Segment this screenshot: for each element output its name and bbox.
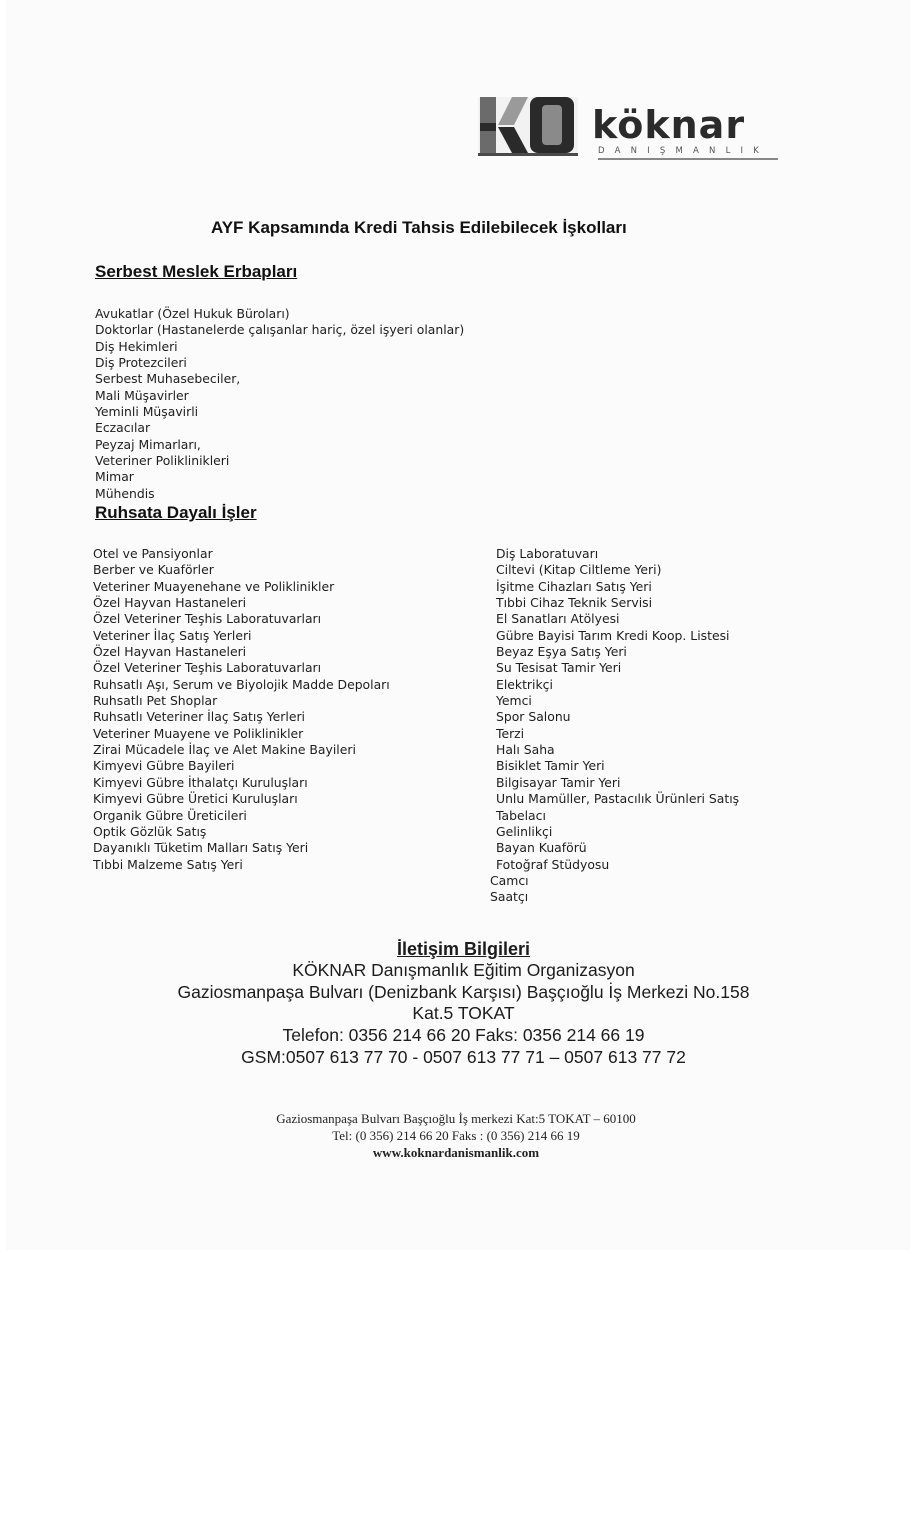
ruhsata-dayali-left-list <box>93 546 390 873</box>
list-item: Özel Hayvan Hastaneleri <box>93 595 247 611</box>
letterhead-footer <box>156 1110 756 1161</box>
list-item: Gübre Bayisi Tarım Kredi Koop. Listesi <box>496 627 730 643</box>
list-item: Halı Saha <box>496 742 555 758</box>
list-item: Bisiklet Tamir Yeri <box>496 758 605 774</box>
list-item: Serbest Muhasebeciler, <box>95 371 241 387</box>
list-item: Optik Gözlük Satış <box>93 823 207 839</box>
ruhsata-dayali-right-list <box>496 546 739 873</box>
list-item: Veteriner Poliklinikleri <box>95 453 230 469</box>
logo-underline <box>598 158 778 160</box>
list-item: Mimar <box>95 469 134 485</box>
contact-line: GSM:0507 613 77 70 - 0507 613 77 71 – 0507 613 77 72 <box>241 1046 686 1067</box>
contact-line: Kat.5 TOKAT <box>412 1003 515 1024</box>
footer-website-link[interactable]: www.koknardanismanlik.com <box>372 1145 540 1160</box>
list-item: Dayanıklı Tüketim Malları Satış Yeri <box>93 840 309 856</box>
contact-line: Gaziosmanpaşa Bulvarı (Denizbank Karşısı) Başçıoğlu İş Merkezi No.158 <box>177 981 750 1002</box>
list-item: Ruhsatlı Pet Shoplar <box>93 693 218 709</box>
contact-block <box>106 938 821 1069</box>
list-item: Berber ve Kuaförler <box>93 562 214 578</box>
list-item: Veteriner Muayene ve Poliklinikler <box>93 725 304 741</box>
serbest-meslek-list <box>95 306 464 502</box>
section-heading-serbest-meslek: Serbest Meslek Erbapları <box>95 262 298 281</box>
list-item: Ruhsatlı Aşı, Serum ve Biyolojik Madde Depoları <box>93 676 390 692</box>
list-item: Eczacılar <box>95 420 151 436</box>
list-item: Gelinlikçi <box>496 823 553 839</box>
koknar-logo-mark <box>478 95 578 157</box>
koknar-logo <box>478 95 788 165</box>
list-item: Diş Laboratuvarı <box>496 546 599 561</box>
list-item: Kimyevi Gübre Üretici Kuruluşları <box>93 791 298 807</box>
list-item: Yeminli Müşavirli <box>95 404 199 420</box>
list-item: Özel Hayvan Hastaneleri <box>93 644 247 660</box>
list-item: Fotoğraf Stüdyosu <box>496 856 610 872</box>
list-item: Spor Salonu <box>496 709 571 725</box>
document-page <box>6 0 910 1250</box>
list-item: Doktorlar (Hastanelerde çalışanlar hariç, özel işyeri olanlar) <box>95 322 465 338</box>
list-item: Su Tesisat Tamir Yeri <box>496 660 622 676</box>
list-item: Özel Veteriner Teşhis Laboratuvarları <box>93 660 322 676</box>
footer-address: Gaziosmanpaşa Bulvarı Başçıoğlu İş merkezi Kat:5 TOKAT – 60100 <box>276 1111 636 1126</box>
list-item: Mühendis <box>95 485 155 501</box>
list-item: Yemci <box>496 693 532 709</box>
list-item: Organik Gübre Üreticileri <box>93 807 247 823</box>
list-item: Unlu Mamüller, Pastacılık Ürünleri Satış <box>496 791 740 807</box>
document-title: AYF Kapsamında Kredi Tahsis Edilebilecek İşkolları <box>211 218 627 237</box>
list-item: Ciltevi (Kitap Ciltleme Yeri) <box>496 562 662 578</box>
contact-line: KÖKNAR Danışmanlık Eğitim Organizasyon <box>292 960 635 980</box>
list-item: Avukatlar (Özel Hukuk Büroları) <box>95 306 290 321</box>
list-item: Özel Veteriner Teşhis Laboratuvarları <box>93 611 322 627</box>
list-item: Tıbbi Cihaz Teknik Servisi <box>496 595 653 611</box>
list-item: Veteriner Muayenehane ve Poliklinikler <box>93 578 335 594</box>
list-item: Saatçı <box>490 889 529 905</box>
list-item: El Sanatları Atölyesi <box>496 611 620 627</box>
list-item: Elektrikçi <box>496 676 553 692</box>
list-item: Tabelacı <box>496 807 546 823</box>
logo-subtitle: DANIŞMANLIK <box>598 146 769 156</box>
list-item: Terzi <box>496 725 525 741</box>
list-item: Ruhsatlı Veteriner İlaç Satış Yerleri <box>93 709 305 725</box>
list-item: Zirai Mücadele İlaç ve Alet Makine Bayileri <box>93 742 356 758</box>
list-item: Kimyevi Gübre İthalatçı Kuruluşları <box>93 774 308 790</box>
list-item: Otel ve Pansiyonlar <box>93 546 213 561</box>
ruhsata-dayali-extra-list <box>490 873 529 906</box>
list-item: Bayan Kuaförü <box>496 840 587 856</box>
list-item: Camcı <box>490 873 529 888</box>
list-item: Mali Müşavirler <box>95 387 189 403</box>
list-item: Diş Protezcileri <box>95 355 187 371</box>
logo-wordmark: köknar <box>592 103 746 147</box>
list-item: Peyzaj Mimarları, <box>95 436 201 452</box>
list-item: Beyaz Eşya Satış Yeri <box>496 644 627 660</box>
list-item: Tıbbi Malzeme Satış Yeri <box>93 856 243 872</box>
footer-phone: Tel: (0 356) 214 66 20 Faks : (0 356) 214 66 19 <box>332 1128 580 1143</box>
list-item: Bilgisayar Tamir Yeri <box>496 774 621 790</box>
list-item: Diş Hekimleri <box>95 338 178 354</box>
contact-heading: İletişim Bilgileri <box>396 939 531 959</box>
section-heading-ruhsata-dayali: Ruhsata Dayalı İşler <box>95 503 257 522</box>
list-item: Veteriner İlaç Satış Yerleri <box>93 627 252 643</box>
contact-line: Telefon: 0356 214 66 20 Faks: 0356 214 66 19 <box>282 1025 645 1046</box>
list-item: Kimyevi Gübre Bayileri <box>93 758 235 774</box>
list-item: İşitme Cihazları Satış Yeri <box>496 578 652 594</box>
